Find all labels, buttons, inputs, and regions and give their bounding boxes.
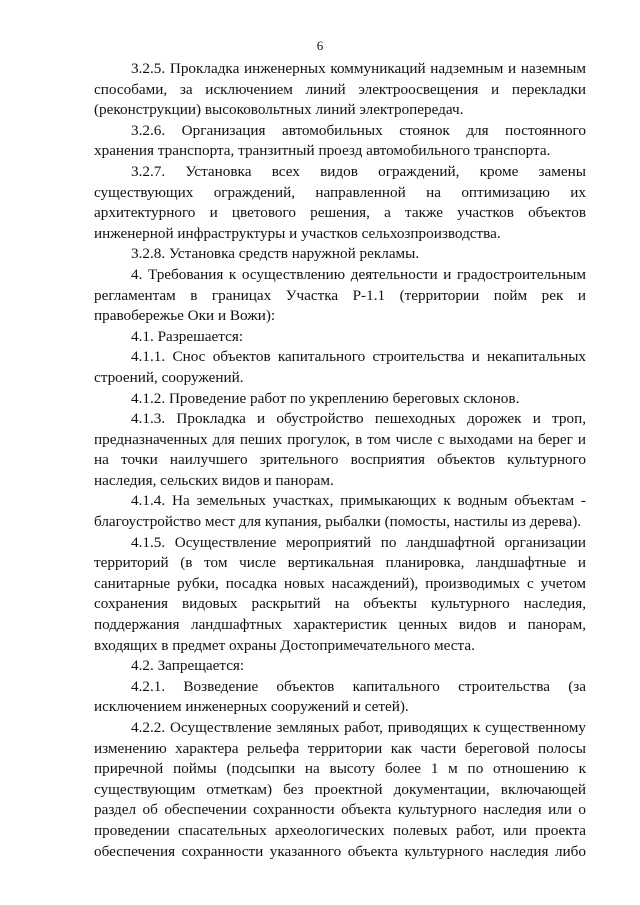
paragraph-4-1-3: 4.1.3. Прокладка и обустройство пешеходных дорожек и троп, предназначенных для пеших прогулок, в том числе с выходами на берег и на точки наилучшего зрительного восприятия объектов культурного наследия, сельских видов и панорам.	[94, 410, 586, 489]
paragraph-4: 4. Требования к осуществлению деятельности и градостроительным регламентам в границах Участка Р-1.1 (территории пойм рек и правобережье Оки и Вожи):	[94, 265, 586, 325]
paragraph-4-1-2: 4.1.2. Проведение работ по укреплению береговых склонов.	[131, 389, 520, 407]
paragraph-4-1: 4.1. Разрешается:	[131, 327, 244, 345]
paragraph-3-2-8: 3.2.8. Установка средств наружной рекламы.	[131, 245, 420, 263]
paragraph-4-1-4: 4.1.4. На земельных участках, примыкающих к водным объектам - благоустройство мест для купания, рыбалки (помосты, настилы из дерева).	[94, 492, 586, 531]
paragraph-3-2-7: 3.2.7. Установка всех видов ограждений, кроме замены существующих ограждений, направленной на оптимизацию их архитектурного и цветового решения, а также участков объектов инженерной инфраструктуры и участков сельхозпроизводства.	[94, 162, 586, 242]
paragraph-4-1-1: 4.1.1. Снос объектов капитального строительства и некапитальных строений, сооружений.	[94, 348, 586, 386]
page-number: 6	[316, 38, 324, 53]
paragraph-4-2: 4.2. Запрещается:	[131, 657, 245, 675]
paragraph-3-2-6: 3.2.6. Организация автомобильных стоянок для постоянного хранения транспорта, транзитный проезд автомобильного транспорта.	[94, 121, 586, 160]
document-body	[94, 59, 586, 862]
paragraph-3-2-5: 3.2.5. Прокладка инженерных коммуникаций надземным и наземным способами, за исключением линий электроосвещения и перекладки (реконструкции) высоковольтных линий электропередач.	[94, 60, 586, 119]
paragraph-4-2-2: 4.2.2. Осуществление земляных работ, приводящих к существенному изменению характера рельефа территории как части береговой полосы приречной поймы (подсыпки на высоту более 1 м по отношению к существующим отметкам) без проектной документации, включающей раздел об обеспечении сохранности объекта культурного наследия или о проведении спасательных археологических полевых работ, или проекта обеспечения сохранности указанного объекта культурного наследия либо	[94, 719, 586, 860]
paragraph-4-2-1: 4.2.1. Возведение объектов капитального строительства (за исключением инженерных сооружений и сетей).	[94, 677, 586, 716]
paragraph-4-1-5: 4.1.5. Осуществление мероприятий по ландшафтной организации территорий (в том числе вертикальная планировка, ландшафтные и санитарные рубки, посадка новых насаждений), производимых с учетом сохранения видовых раскрытий на объекты культурного наследия, поддержания ландшафтных характеристик ценных видов и панорам, входящих в предмет охраны Достопримечательного места.	[94, 533, 586, 654]
